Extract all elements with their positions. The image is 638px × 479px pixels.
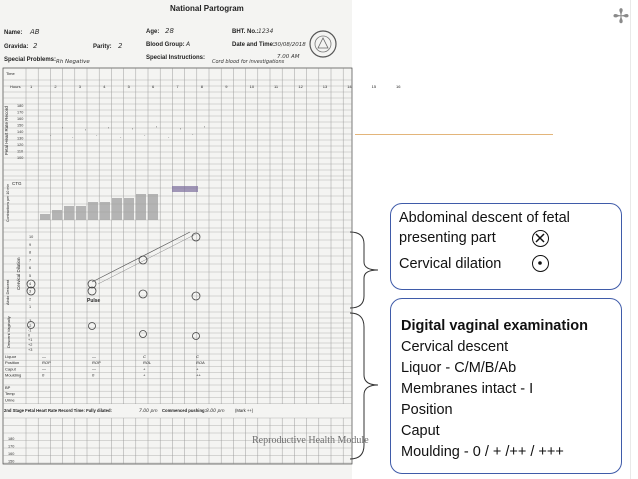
second-stage-tick: 160 <box>8 452 15 456</box>
fhr-tick: 130 <box>17 136 24 141</box>
name-label: Name: <box>4 30 23 36</box>
second-stage-tick: 180 <box>8 437 15 441</box>
svg-text:.: . <box>96 132 98 138</box>
vaginal-descent-section-label: Descent Vaginally <box>6 316 11 348</box>
exam-item-position: Position <box>401 402 453 418</box>
exam-row-pulse: Pulse <box>87 298 101 304</box>
abdominal-descent-line2 <box>399 228 613 248</box>
hours-row <box>30 84 401 89</box>
vaginal-tick: +3 <box>28 347 33 352</box>
exam-row-value: — <box>92 366 96 372</box>
contraction-blocks <box>40 186 198 220</box>
hour-label: 16 <box>396 84 401 89</box>
cervical-dilation-text: Cervical dilation <box>399 256 502 272</box>
svg-text:.: . <box>144 132 146 138</box>
emblem-icon <box>310 31 336 57</box>
exam-row-value: + <box>143 372 146 378</box>
dilation-markers <box>27 233 200 343</box>
time-row-label: Time <box>6 71 15 76</box>
exam-row-label: Moulding <box>5 372 22 378</box>
dilation-tick: 6 <box>29 266 32 271</box>
fhr-section-label: Fetal Heart Rate Record <box>4 106 9 155</box>
exam-item-membranes: Membranes intact - I <box>401 381 534 397</box>
age-value: 28 <box>165 27 174 35</box>
exam-row-label: Urine <box>5 397 15 403</box>
fhr-tick: 150 <box>17 123 24 128</box>
gravida-label: Gravida: <box>4 44 29 50</box>
blood-group-value: A <box>186 41 191 48</box>
exam-row-value: — <box>92 354 96 359</box>
vaginal-tick: -1 <box>28 328 32 333</box>
svg-text:': ' <box>62 127 64 133</box>
hour-label: 10 <box>249 84 255 89</box>
vaginal-exam-heading: Digital vaginal examination <box>401 318 588 334</box>
contractions-label: Contractions per 10 min <box>6 183 10 222</box>
second-stage-label: 2nd Stage Fetal Heart Rate Record Time: Fully dilated: <box>4 408 112 413</box>
special-problems-value: Rh Negative <box>56 59 90 65</box>
exam-row-label: Liquor <box>5 354 17 359</box>
fhr-tick: 110 <box>17 149 24 154</box>
vaginal-tick: -2 <box>28 323 32 328</box>
vaginal-tick: 0 <box>28 333 31 338</box>
dilation-tick: 3 <box>29 289 32 294</box>
hour-label: 2 <box>54 84 57 89</box>
svg-text:': ' <box>132 128 134 134</box>
exam-item-moulding: Moulding - 0 / + /++ / +++ <box>401 444 564 460</box>
exam-item-cervical-descent: Cervical descent <box>401 339 509 355</box>
exam-row-value: ROL <box>143 360 152 366</box>
svg-text:.: . <box>50 132 52 138</box>
fhr-tick: 140 <box>17 130 24 134</box>
exam-row-label: Position <box>5 360 20 366</box>
fhr-tick: 160 <box>17 117 24 121</box>
svg-text:.: . <box>120 134 122 140</box>
name-value: AB <box>30 28 40 36</box>
fhr-tick: 170 <box>17 110 24 115</box>
parity-value: 2 <box>118 42 123 50</box>
footer-label: Reproductive Health Module <box>252 435 369 446</box>
special-problems-label: Special Problems: <box>4 57 57 63</box>
svg-text:': ' <box>156 126 158 132</box>
dilation-tick: 5 <box>29 274 32 278</box>
dilation-tick: 9 <box>29 242 32 247</box>
hour-label: 14 <box>347 84 352 89</box>
hour-label: 8 <box>200 84 204 89</box>
vaginal-exam-callout <box>390 298 622 474</box>
dilation-tick: 10 <box>29 235 34 239</box>
special-instructions-label: Special Instructions: <box>146 55 206 61</box>
abdo-descent-section-label: Abdo Descent <box>5 279 10 305</box>
exam-row-value: C <box>196 354 199 359</box>
svg-text:': ' <box>204 126 206 132</box>
dilation-tick: 8 <box>29 250 32 255</box>
exam-row-value: ROA <box>196 360 205 366</box>
exam-row-label: Caput <box>5 366 16 372</box>
dilation-tick: 7 <box>29 258 32 263</box>
abdominal-descent-text: presenting part <box>399 230 496 246</box>
svg-text:.: . <box>192 131 194 137</box>
exam-item-caput: Caput <box>401 423 440 439</box>
svg-text:': ' <box>108 127 110 133</box>
exam-row-value: — <box>42 366 46 372</box>
hour-label: 5 <box>127 84 130 89</box>
hour-label: 7 <box>176 84 179 89</box>
svg-text:': ' <box>180 128 182 134</box>
hour-label: 6 <box>152 84 155 89</box>
dilation-tick: 4 <box>29 281 32 286</box>
exam-row-value: 0 <box>92 372 95 378</box>
date-value: 30/08/2018 <box>274 42 306 48</box>
abdominal-descent-line1: Abdominal descent of fetal <box>399 210 570 226</box>
second-stage-tick: 150 <box>8 459 15 464</box>
exam-row-value: 0 <box>42 372 45 378</box>
commenced-pushing-label: Commenced pushing: <box>162 408 206 413</box>
exam-row-value: ROP <box>92 360 101 366</box>
cervical-dilation-line <box>399 254 613 274</box>
parity-label: Parity: <box>93 44 112 50</box>
mark-label: (Mark ++) <box>235 408 254 413</box>
cervical-dilation-section-label: Cervical Dilation <box>16 257 21 290</box>
svg-text:.: . <box>72 134 74 140</box>
svg-text:.: . <box>168 134 170 140</box>
star-corner-icon: ✢ <box>612 4 630 28</box>
vaginal-tick: -3 <box>28 319 32 323</box>
hour-label: 15 <box>371 84 377 89</box>
special-instructions-value: Cord blood for investigations <box>212 59 285 65</box>
time-value: 7.00 AM <box>277 54 300 60</box>
blood-group-label: Blood Group: <box>146 42 185 48</box>
fhr-tick: 120 <box>17 143 24 147</box>
date-label: Date and Time: <box>232 42 275 48</box>
hour-label: 13 <box>322 84 328 89</box>
exam-row-value: — <box>42 354 46 359</box>
exam-row-value: C <box>143 354 146 359</box>
age-label: Age: <box>146 29 160 35</box>
accent-line <box>355 134 553 135</box>
hour-label: 3 <box>78 84 82 89</box>
second-stage-time: 7.00 pm <box>139 409 158 414</box>
dilation-tick: 2 <box>29 297 32 302</box>
edge-rule <box>630 0 631 479</box>
circle-dot-icon <box>532 255 549 272</box>
hour-label: 12 <box>298 84 303 89</box>
hour-label: 4 <box>103 84 106 89</box>
vaginal-tick: +2 <box>28 343 33 347</box>
gravida-value: 2 <box>33 42 38 50</box>
legend-callout <box>390 203 622 290</box>
exam-row-value: + <box>196 366 199 372</box>
second-stage-tick: 170 <box>8 444 15 449</box>
exam-row-value: ROP <box>42 360 51 366</box>
bht-label: BHT. No.: <box>232 29 259 35</box>
brace-top-icon <box>346 230 382 310</box>
circle-x-icon <box>532 230 549 247</box>
svg-text:': ' <box>85 129 87 135</box>
fhr-tick: 180 <box>17 104 24 108</box>
hour-label: 11 <box>274 84 279 89</box>
vaginal-tick: +1 <box>28 338 33 343</box>
partogram-title: National Partogram <box>170 4 244 13</box>
commenced-pushing-time: 8.00 pm <box>206 409 225 414</box>
exam-row-value: + <box>143 366 146 372</box>
exam-row-value: ++ <box>196 372 201 378</box>
dilation-tick: 1 <box>29 305 32 310</box>
fhr-tick: 100 <box>17 156 24 160</box>
hour-label: 9 <box>225 84 228 89</box>
exam-rows <box>5 354 205 402</box>
bht-value: 1234 <box>258 28 274 35</box>
hours-row-label: Hours <box>10 84 21 89</box>
exam-row-label: BP <box>5 385 11 390</box>
exam-row-label: Temp <box>5 391 15 397</box>
ctg-label: CTG <box>12 181 22 186</box>
exam-item-liquor: Liquor - C/M/B/Ab <box>401 360 517 376</box>
hour-label: 1 <box>30 84 33 89</box>
